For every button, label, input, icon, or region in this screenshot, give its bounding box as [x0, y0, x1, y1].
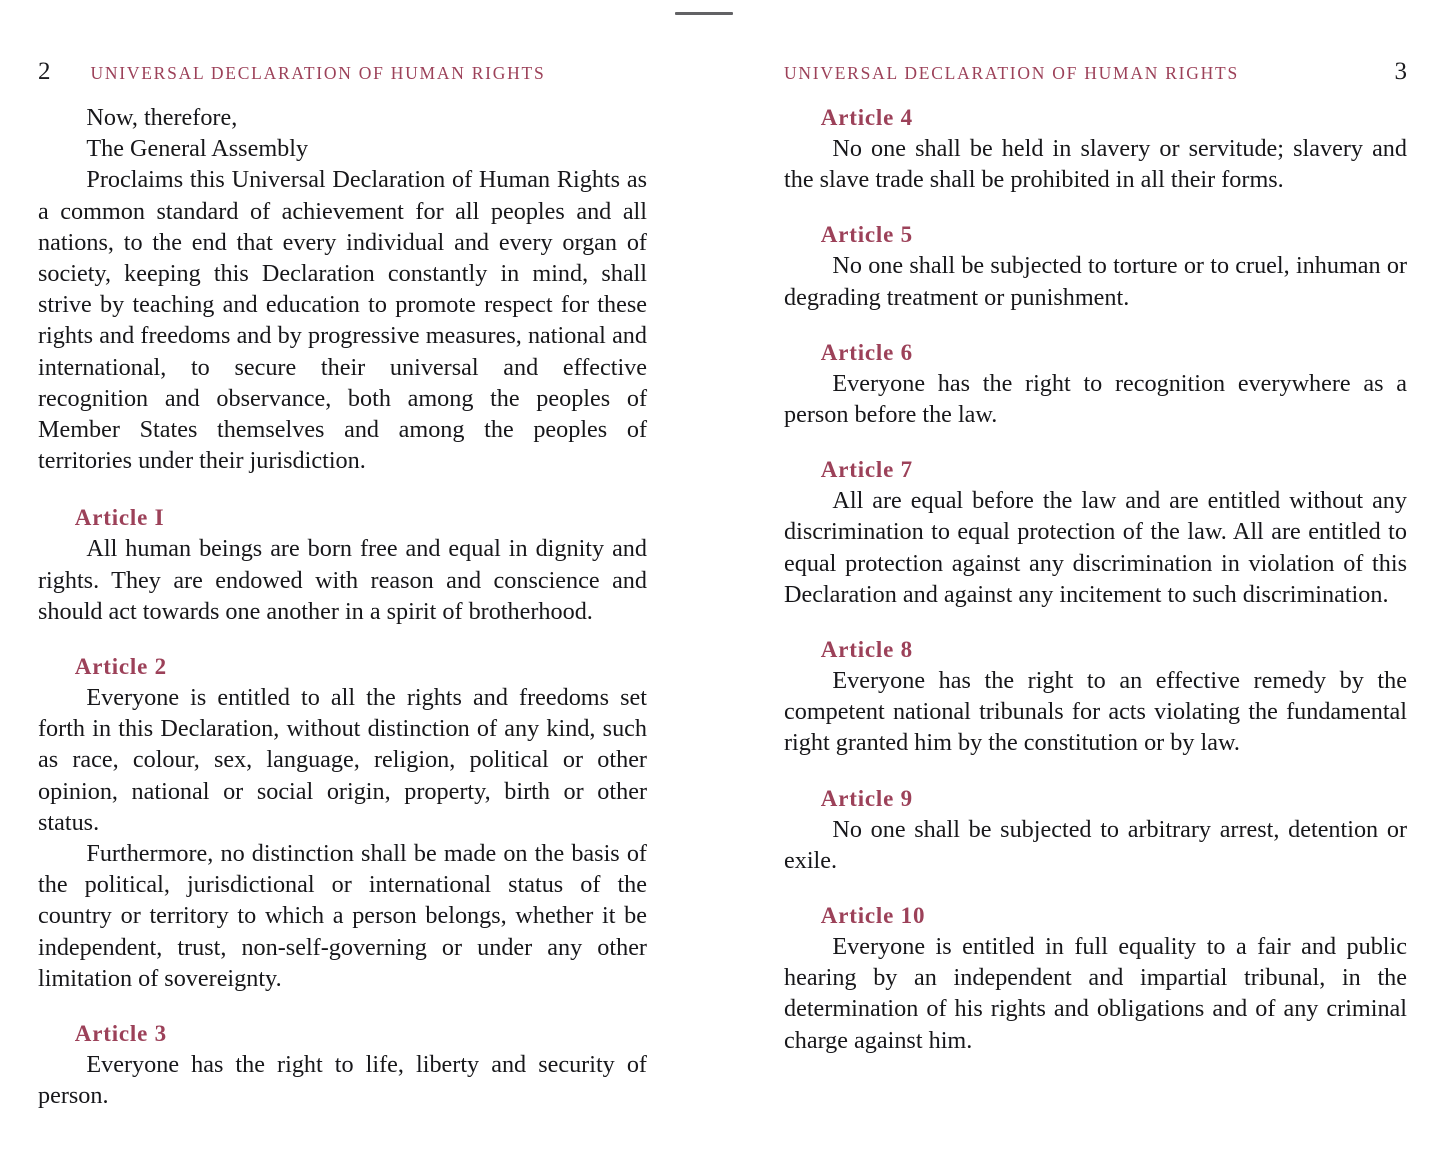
text-column-left — [38, 102, 647, 1150]
article-heading-6: Article 6 — [820, 339, 913, 365]
article-heading-2: Article 2 — [74, 654, 167, 680]
preamble-line-now-therefore: Now, therefore, — [86, 104, 238, 131]
article-heading-1: Article I — [74, 505, 165, 531]
article-7-paragraph-1: All are equal before the law and are entitled without any discrimination to equal protection of the law. All are entitled to equal protection against any discrimination in violation of this Declaration and against any incitement to such discrimination. — [784, 487, 1407, 608]
article-heading-3: Article 3 — [74, 1021, 167, 1047]
preamble-proclaims-paragraph: Proclaims this Universal Declaration of Human Rights as a common standard of achievement for all peoples and all nations, to the end that every individual and every organ of society, keeping this Declaration constantly in mind, shall strive by teaching and education to promote respect for these rights and freedoms and by progressive measures, national and international, to secure their universal and effective recognition and observance, both among the peoples of Member States themselves and among the peoples of territories under their jurisdiction. — [38, 166, 647, 475]
article-heading-9: Article 9 — [820, 785, 913, 811]
spacer — [784, 759, 1407, 783]
page-right — [722, 0, 1445, 1174]
article-8-paragraph-1: Everyone has the right to an effective remedy by the competent national tribunals for acts violating the fundamental right granted him by the constitution or by law. — [784, 667, 1407, 757]
article-1-paragraph-1: All human beings are born free and equal in dignity and rights. They are endowed with reason and conscience and should act towards one another in a spirit of brotherhood. — [38, 535, 647, 625]
spacer — [38, 476, 647, 502]
spacer — [38, 994, 647, 1018]
preamble-line-general-assembly: The General Assembly — [86, 135, 309, 163]
running-head-left — [38, 58, 647, 84]
article-4-paragraph-1: No one shall be held in slavery or servitude; slavery and the slave trade shall be prohibited in all their forms. — [784, 135, 1407, 194]
article-3-paragraph-1: Everyone has the right to life, liberty and security of person. — [38, 1051, 647, 1110]
article-heading-5: Article 5 — [820, 222, 913, 248]
article-2-paragraph-2: Furthermore, no distinction shall be made on the basis of the political, jurisdictional or international status of the country or territory to which a person belongs, whether it be independent, trust, non-self-governing or under any other limitation of sovereignty. — [38, 840, 647, 992]
article-5-paragraph-1: No one shall be subjected to torture or to cruel, inhuman or degrading treatment or punishment. — [784, 252, 1407, 311]
spacer — [784, 876, 1407, 900]
spacer — [784, 610, 1407, 634]
running-head-title-right: UNIVERSAL DECLARATION OF HUMAN RIGHTS — [784, 63, 1239, 83]
article-heading-8: Article 8 — [820, 637, 913, 663]
spacer — [38, 627, 647, 651]
article-2-paragraph-1: Everyone is entitled to all the rights and freedoms set forth in this Declaration, without distinction of any kind, such as race, colour, sex, language, religion, political or other opinion, national or social origin, property, birth or other status. — [38, 684, 647, 836]
text-column-right — [784, 102, 1407, 1150]
article-9-paragraph-1: No one shall be subjected to arbitrary arrest, detention or exile. — [784, 815, 1407, 874]
running-head-title-left: UNIVERSAL DECLARATION OF HUMAN RIGHTS — [90, 63, 546, 83]
folio-right: 3 — [1394, 58, 1407, 85]
spacer — [784, 195, 1407, 219]
article-10-paragraph-1: Everyone is entitled in full equality to a fair and public hearing by an independent and impartial tribunal, in the determination of his rights and obligations and of any criminal charge against him. — [784, 933, 1407, 1054]
folio-left: 2 — [38, 58, 51, 85]
article-heading-10: Article 10 — [820, 903, 926, 929]
article-heading-4: Article 4 — [820, 105, 913, 130]
running-head-right — [784, 58, 1407, 84]
page-left — [0, 0, 722, 1174]
spacer — [784, 430, 1407, 454]
article-6-paragraph-1: Everyone has the right to recognition everywhere as a person before the law. — [784, 369, 1407, 429]
spacer — [784, 313, 1407, 337]
article-heading-7: Article 7 — [820, 457, 913, 483]
